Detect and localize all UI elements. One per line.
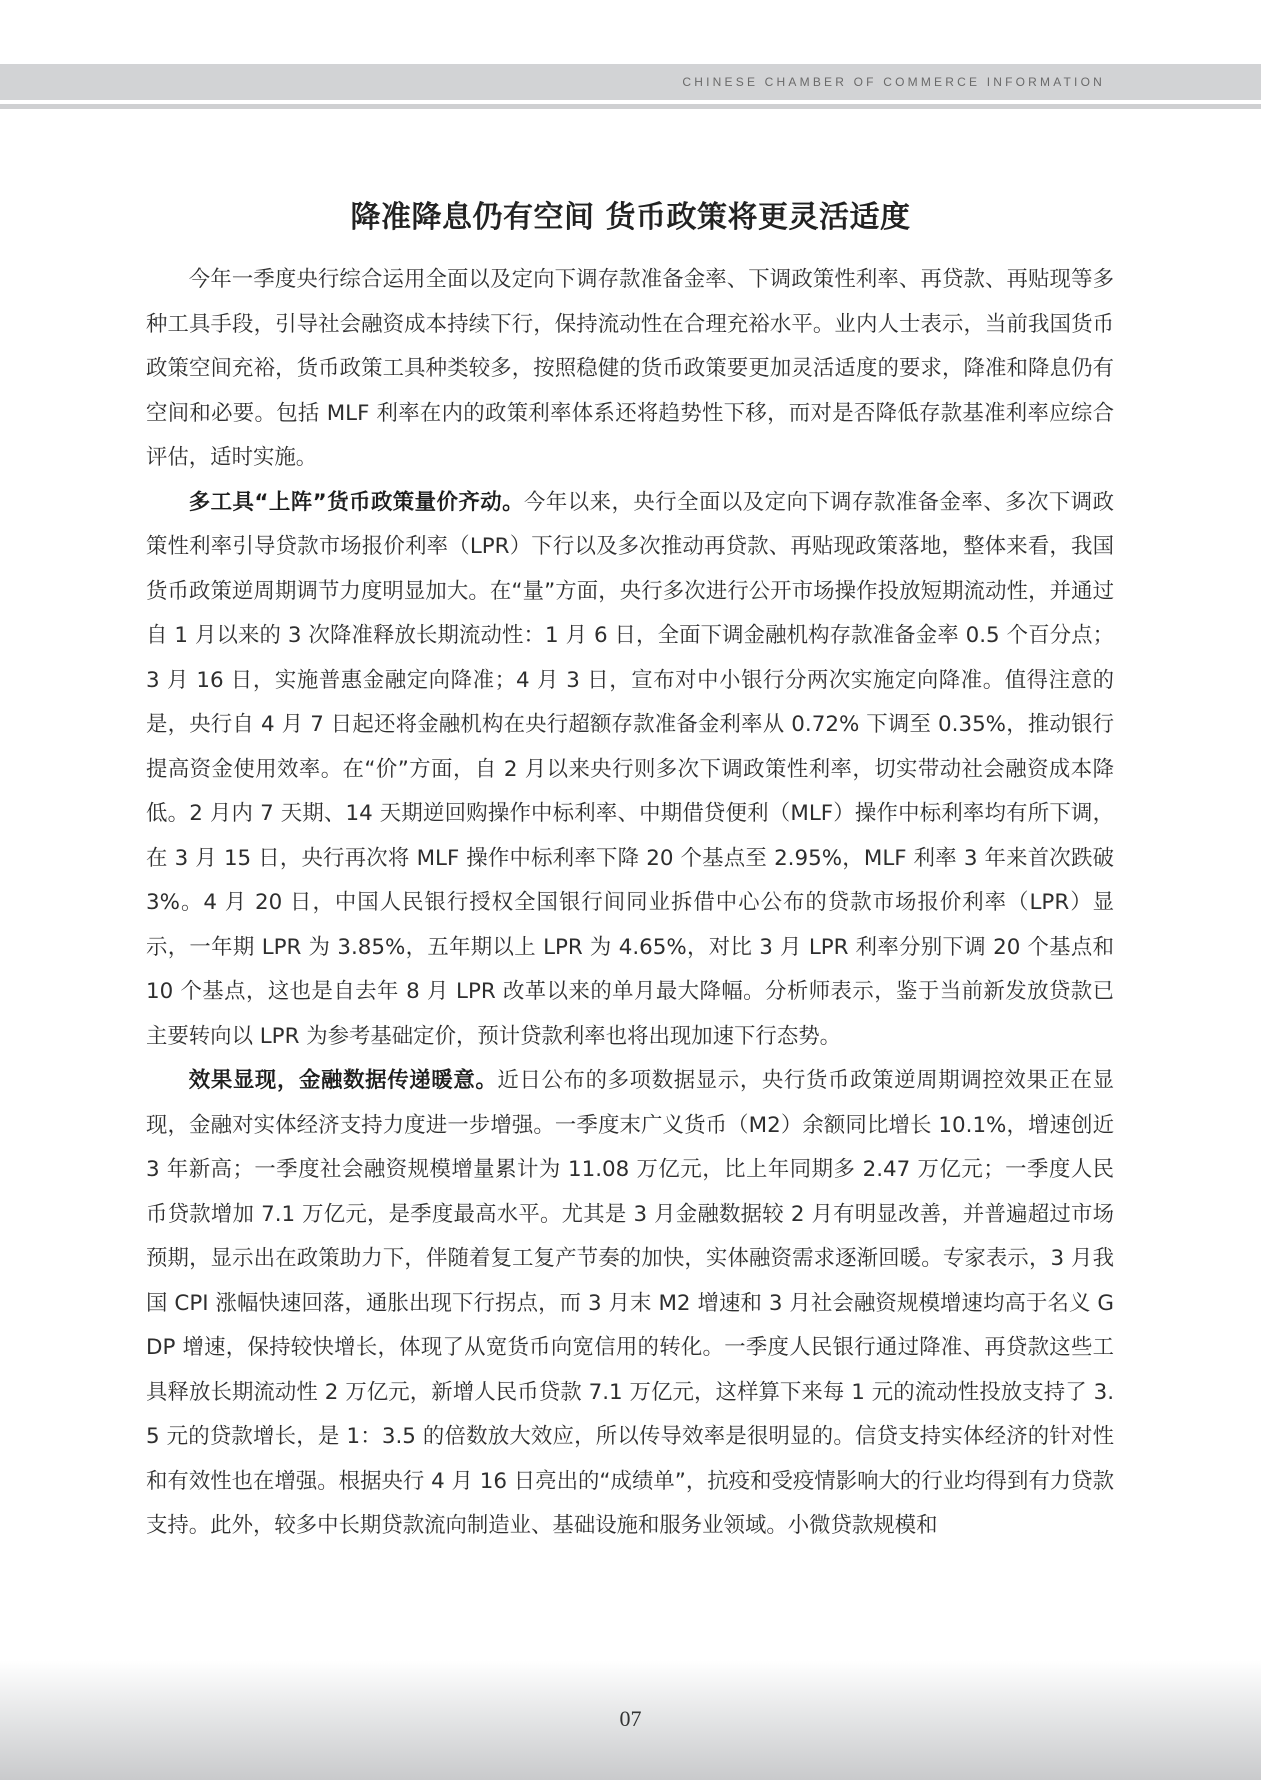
paragraph-3-lead: 效果显现，金融数据传递暖意。 [188, 1068, 498, 1093]
page-number: 07 [619, 1706, 642, 1731]
paragraph-2-lead: 多工具“上阵”货币政策量价齐动。 [188, 489, 525, 515]
article-title: 降准降息仍有空间 货币政策将更灵活适度 [350, 200, 911, 235]
header-divider [0, 104, 1261, 109]
paragraph-2-text: 今年以来，央行全面以及定向下调存款准备金率、多次下调政策性利率引导贷款市场报价利率（LPR）下行以及多次推动再贷款、再贴现政策落地，整体来看，我国货币政策逆周期调节力度明显加大。在“量”方面，央行多次进行公开市场操作投放短期流动性，并通过自 1 月以来的 3 次降准释放长期流动性：1 月 6 日，全面下调金融机构存款准备金率 0.5 个百分点；3 月 16 日，实施普惠金融定向降准；4 月 3 日，宣布对中小银行分两次实施定向降准。值得注意的是，央行自 4 月 7 日起还将金融机构在央行超额存款准备金利率从 0.72% 下调至 0.35%，推动银行提高资金使用效率。在“价”方面，自 2 月以来央行则多次下调政策性利率，切实带动社会融资成本降低。2 月内 7 天期、14 天期逆回购操作中标利率、中期借贷便利（MLF）操作中标利率均有所下调，在 3 月 15 日，央行再次将 MLF 操作中标利率下降 20 个基点至 2.95%，MLF 利率 3 年来首次跌破 3%。4 月 20 日，中国人民银行授权全国银行间同业拆借中心公布的贷款市场报价利率（LPR）显示，一年期 LPR 为 3.85%，五年期以上 LPR 为 4.65%，对比 3 月 LPR 利率分别下调 20 个基点和 10 个基点，这也是自去年 8 月 LPR 改革以来的单月最大降幅。分析师表示，鉴于当前新发放贷款已主要转向以 LPR 为参考基础定价，预计贷款利率也将出现加速下行态势。 [146, 489, 1114, 1049]
publication-name: CHINESE CHAMBER OF COMMERCE INFORMATION [682, 75, 1105, 89]
paragraph-1 [146, 258, 1114, 481]
paragraph-2 [146, 481, 1114, 1060]
article-body [146, 258, 1114, 1549]
paragraph-1-text: 今年一季度央行综合运用全面以及定向下调存款准备金率、下调政策性利率、再贷款、再贴现等多种工具手段，引导社会融资成本持续下行，保持流动性在合理充裕水平。业内人士表示，当前我国货币政策空间充裕，货币政策工具种类较多，按照稳健的货币政策要更加灵活适度的要求，降准和降息仍有空间和必要。包括 MLF 利率在内的政策利率体系还将趋势性下移，而对是否降低存款基准利率应综合评估，适时实施。 [146, 267, 1114, 470]
header-band [0, 64, 1261, 100]
paragraph-3-text: 近日公布的多项数据显示，央行货币政策逆周期调控效果正在显现，金融对实体经济支持力度进一步增强。一季度末广义货币（M2）余额同比增长 10.1%，增速创近 3 年新高；一季度社会融资规模增量累计为 11.08 万亿元，比上年同期多 2.47 万亿元；一季度人民币贷款增加 7.1 万亿元，是季度最高水平。尤其是 3 月金融数据较 2 月有明显改善，并普遍超过市场预期，显示出在政策助力下，伴随着复工复产节奏的加快，实体融资需求逐渐回暖。专家表示，3 月我国 CPI 涨幅快速回落，通胀出现下行拐点，而 3 月末 M2 增速和 3 月社会融资规模增速均高于名义 GDP 增速，保持较快增长，体现了从宽货币向宽信用的转化。一季度人民银行通过降准、再贷款这些工具释放长期流动性 2 万亿元，新增人民币贷款 7.1 万亿元，这样算下来每 1 元的流动性投放支持了 3.5 元的贷款增长，是 1：3.5 的倍数放大效应，所以传导效率是很明显的。信贷支持实体经济的针对性和有效性也在增强。根据央行 4 月 16 日亮出的“成绩单”，抗疫和受疫情影响大的行业均得到有力贷款支持。此外，较多中长期贷款流向制造业、基础设施和服务业领域。小微贷款规模和 [146, 1068, 1114, 1538]
paragraph-3 [146, 1059, 1114, 1549]
